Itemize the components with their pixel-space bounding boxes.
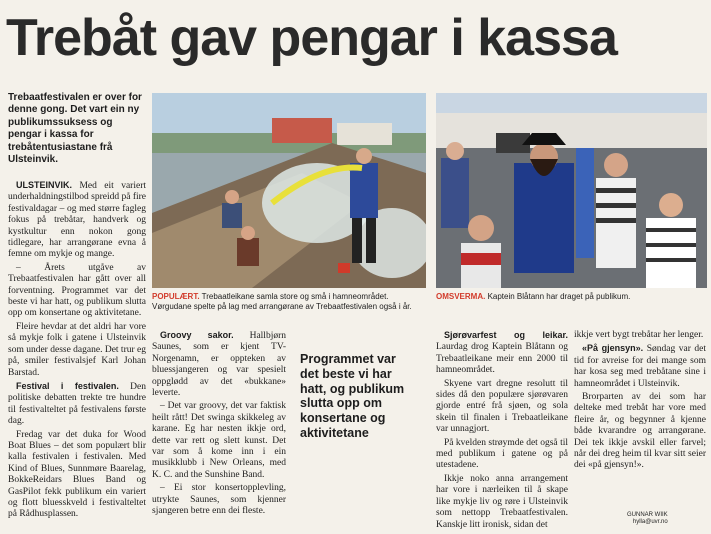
paragraph: Ikkje noko anna arrangement har vore i nærleiken til å skape like mykje liv og røre i Ulsteinvik som nettopp Trebaatfestivalen. Kanskje litt ironisk, sidan det	[436, 473, 568, 530]
dateline: ULSTEINVIK.	[16, 180, 73, 190]
photo-pirate-captain-caption	[436, 292, 708, 302]
byline-email: hylla@uvr.no	[632, 519, 668, 525]
byline-name: GUNNAR WIIK	[627, 512, 668, 518]
article-column-1	[8, 180, 146, 523]
caption-text: Kaptein Blåtann har draget på publikum.	[485, 292, 631, 301]
paragraph: Fredag var det duka for Wood Boat Blues – det som populært blir kalla festivalen i festivalen. Med Kind of Blues, Sunnmøre Baarelag, BokkeReidars Blues Band og GasPilot fekk publikum ein variert og flott bluesskveld i festivalteltet på Rådhusplassen.	[8, 429, 146, 520]
subheading: Groovy sakor.	[160, 330, 234, 340]
subheading: Sjørøvarfest og leikar.	[444, 330, 568, 340]
paragraph: Laurdag drog Kaptein Blåtann og Trebaatleikane meir enn 2000 til hamneområdet.	[436, 342, 568, 376]
article-column-2	[152, 330, 286, 520]
paragraph: Brorparten av dei som har delteke med trebåt har vore med fleire år, og begynner å kjenne både kvarandre og arrangørane. Dei tek ikkje avskil eller farvel; når dei dreg heim til kvar sitt seier dei «på gjensyn!».	[574, 392, 706, 471]
paragraph: Med eit variert underhaldningstilbod spreidd på fire festivaldagar – og med større fagleg fokus på trebåtar, handverk og kystkultur enn nokon gong tidlegare, har arrangørane evna å femne om mykje og mange.	[8, 181, 146, 260]
article-column-3	[436, 330, 568, 533]
subheading: Festival i festivalen.	[16, 380, 119, 391]
paragraph: På kvelden strøymde det også til med publikum i gatene og på utestadene.	[436, 437, 568, 471]
article-column-4	[574, 330, 706, 474]
paragraph: Den politiske debatten trekte tre hundre til festivalteltet på festivalens første dag.	[8, 381, 146, 427]
lead-paragraph: Trebaatfestivalen er over for denne gong. Det vart ein ny publikumssuksess og pengar i kassa for trebåtentusiastane frå Ulsteinvik.	[8, 92, 142, 166]
headline: Trebåt gav pengar i kassa	[6, 9, 617, 67]
caption-text: Trebaatleikane samla store og små i hamneområdet. Vørgudane spelte på lag med arrangørane av Trebaatfestivalen også i år.	[152, 292, 412, 311]
paragraph: – Det var groovy, det var faktisk heilt rått! Det swinga skikkeleg av karane. Eg har nesten ikkje ord, dette var rett og slett kunst. Det var som å kome inn i ein musikklubb i New Orleans, med K. C. and the Sunshine Band.	[152, 401, 286, 480]
paragraph: ikkje vert bygt trebåtar her lenger.	[574, 330, 704, 340]
byline	[627, 512, 668, 526]
caption-label: POPULÆRT.	[152, 292, 200, 301]
paragraph: – Årets utgåve av Trebaatfestivalen har gått over all forventning. Programmet var det beste vi har hatt, og publikum slutta opp om konsertane og aktivitetane.	[8, 262, 146, 319]
subheading: «På gjensyn».	[582, 343, 644, 354]
paragraph: Hallbjørn Saunes, som er kjent TV-Norgenamn, er oppteken av bluessjangeren og var spesielt oppglødd av det «bukkane» leverte.	[152, 331, 286, 399]
photo-water-games-caption	[152, 292, 428, 311]
photo-water-games-image	[152, 93, 426, 288]
paragraph: – Ei stor konsertopplevling, utrykte Saunes, som kjenner sjangeren betre enn dei fleste.	[152, 483, 286, 517]
caption-label: OMSVERMA.	[436, 292, 486, 301]
pull-quote: Programmet var det beste vi har hatt, og publikum slutta opp om konsertane og aktivitetane	[300, 352, 405, 440]
paragraph: Fleire hevdar at det aldri har vore så mykje folk i gatene i Ulsteinvik som under desse dagane. Det trur eg på, smiler festivalsjef Karl Johan Barstad.	[8, 321, 146, 378]
paragraph: Søndag var det tid for avreise for dei mange som har kosa seg med trebåtane sine i hamneområdet i Ulsteinvik.	[574, 344, 706, 389]
paragraph: Skyene vart dregne resolutt til sides då den populære sjørøvaren gjorde entré frå sjøen, og sola skein til finalen i Trebaatleikane var unnagjort.	[436, 378, 568, 435]
photo-pirate-captain-image	[436, 93, 707, 288]
photo-pirate-captain	[436, 93, 707, 288]
photo-water-games	[152, 93, 426, 288]
